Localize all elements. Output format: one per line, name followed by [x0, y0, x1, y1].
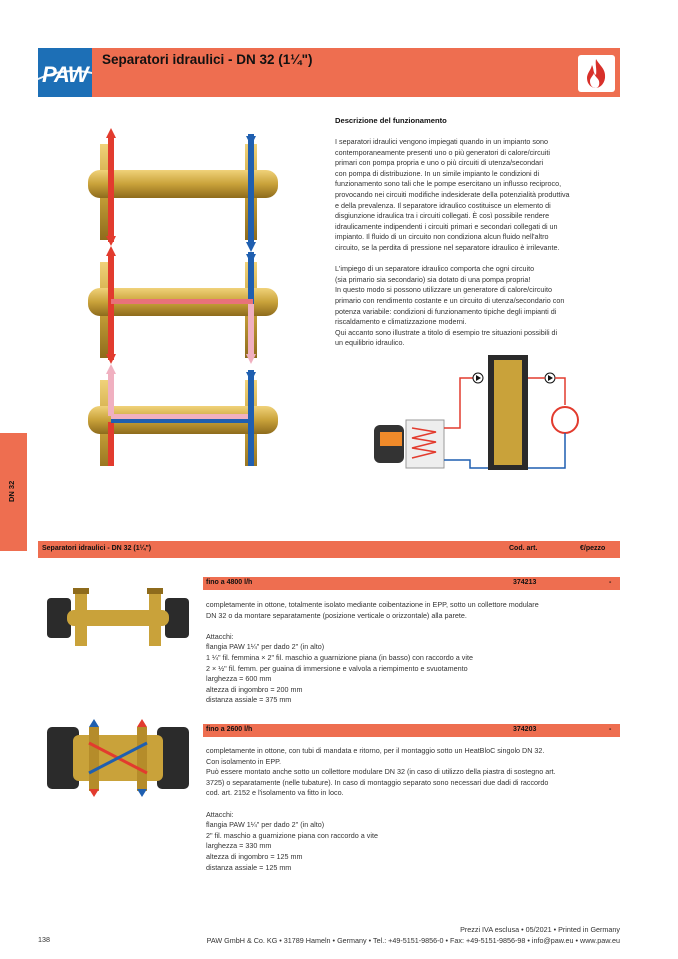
product-name: fino a 4800 l/h [206, 579, 253, 586]
description-paragraph: I separatori idraulici vengono impiegati quando in un impianto sono contemporaneamente presenti uno o più generatori di calore/circuiti primari con pompa propria e uno o più circuiti di utenza/secondari con pompa di distribuzione. In un simile impianto le condizioni di funzionamento sono tali che le pompe esercitano un influsso reciproco, provocando nei circuiti modifiche indesiderate della potenzialità produttiva e della prevalenza. Il separatore idraulico costituisce un elemento di disgiunzione idraulica tra i circuiti collegati. È così possibile rendere idraulicamente indipendenti i circuiti primari e secondari collegati di un impianto. Il fluido di un circuito non condiziona alcun fluido nell'altro circuito, se la perdita di pressione nel separatore idraulico è irrilevante. [335, 137, 570, 252]
product-paragraph: Attacchi: flangia PAW 1¼" per dado 2" (in alto) 1 ¼" fil. femmina × 2" fil. maschio a guarnizione piana (in basso) con raccordo a vite 2 × ½" fil. femm. per guaina di immersione e valvola a riempimento e svuotamento larghezza = 600 mm altezza di ingombro = 200 mm distanza assiale = 375 mm [206, 631, 473, 705]
product-row-bar [203, 577, 620, 590]
footer-line-1: Prezzi IVA esclusa • 05/2021 • Printed in Germany [460, 925, 620, 934]
diagram-equal-flow [88, 128, 278, 252]
product-price: - [609, 726, 612, 733]
description-paragraph: L'impiego di un separatore idraulico comporta che ogni circuito (sia primario sia secondario) sia dotato di una pompa propria! In questo modo si possono utilizzare un generatore di calore/circuito primario con rendimento costante e un circuito di utenza/secondario con potenza variabile: condizioni di funzionamento tipiche degli impianti di riscaldamento e climatizzazione moderni. Qui accanto sono illustrate a titolo di esempio tre situazioni possibili di un equilibrio idraulico. [335, 264, 565, 348]
product-paragraph: completamente in ottone, con tubi di mandata e ritorno, per il montaggio sotto un HeatBloC singolo DN 32. Con isolamento in EPP. Può essere montato anche sotto un collettore modulare DN 32 (in caso di utilizzo della piastra di sostegno art. 3725) o separatamente (nelle tubature). In caso di montaggio separato sono necessari due dadi di raccordo cod. art. 2152 e l'isolamento va fitto in loco. [206, 746, 556, 798]
product-code: 374213 [513, 579, 537, 586]
product-description [206, 746, 616, 884]
product-image-2600 [45, 717, 191, 799]
footer-line-2: PAW GmbH & Co. KG • 31789 Hameln • Germany • Tel.: +49-5151-9856-0 • Fax: +49-5151-9856-98 • info@paw.eu • www.paw.eu [206, 936, 620, 945]
product-code: 374203 [513, 726, 537, 733]
side-tab-label: DN 32 [7, 480, 16, 502]
product-description [206, 600, 616, 717]
description-heading: Descrizione del funzionamento [335, 116, 447, 125]
table-title: Separatori idraulici - DN 32 (1¼") [42, 545, 152, 552]
product-paragraph: completamente in ottone, totalmente isolato mediante coibentazione in EPP, sotto un collettore modulare DN 32 o da montare separatamente (posizione verticale o orizzontale) alla parete. [206, 600, 539, 620]
product-row-bar [203, 724, 620, 737]
flame-icon [578, 55, 615, 92]
separator-diagrams [80, 126, 285, 466]
product-name: fino a 2600 l/h [206, 726, 253, 733]
diagram-secondary-greater [88, 364, 278, 466]
diagram-primary-greater [88, 246, 278, 364]
product-price: - [609, 579, 612, 586]
column-price: €/pezzo [580, 545, 606, 552]
system-schematic [360, 350, 585, 475]
logo-text: PAW [42, 62, 88, 87]
product-image-4800 [45, 586, 191, 650]
page-title: Separatori idraulici - DN 32 (1¼") [102, 52, 313, 67]
product-paragraph: Attacchi: flangia PAW 1¼" per dado 2" (in alto) 2" fil. maschio a guarnizione piana con raccordo a vite larghezza = 330 mm altezza di ingombro = 125 mm distanza assiale = 125 mm [206, 809, 378, 872]
column-code: Cod. art. [509, 545, 538, 552]
description-text [335, 137, 620, 359]
page-number: 138 [38, 935, 50, 944]
